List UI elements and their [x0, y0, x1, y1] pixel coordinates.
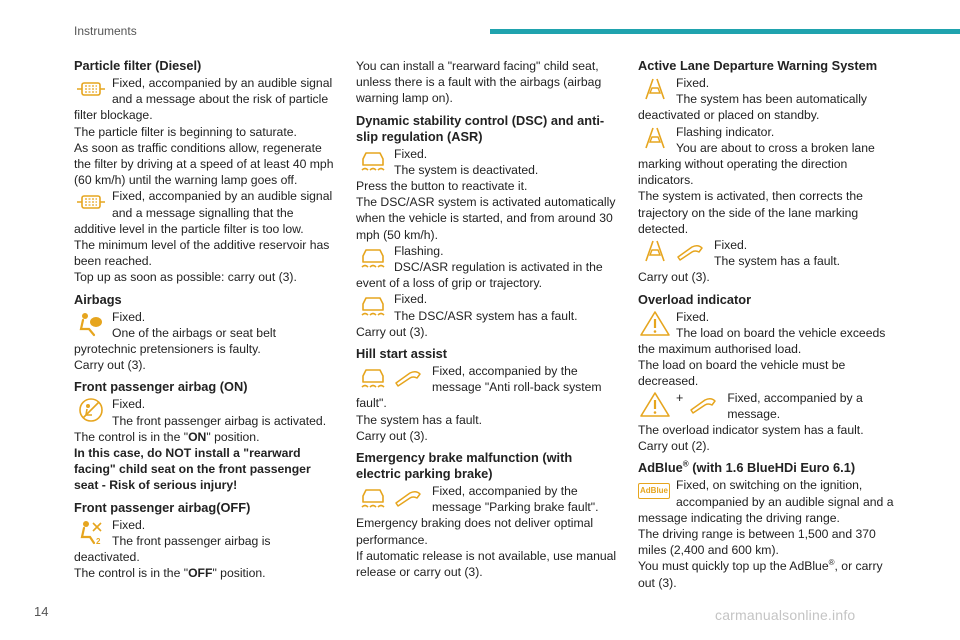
header-accent-bar — [490, 29, 960, 34]
lane-item-3 — [638, 237, 900, 269]
lane-text: Carry out (3). — [638, 270, 710, 285]
airbags-heading: Airbags — [74, 291, 122, 307]
lane-item-2 — [638, 124, 900, 189]
hill-start-item — [356, 363, 618, 412]
hill-start-text: Carry out (3). — [356, 428, 428, 443]
front-passenger-airbag-on-heading: Front passenger airbag (ON) — [74, 379, 248, 395]
emergency-brake-text: Emergency braking does not deliver optimal performance. — [356, 516, 594, 547]
dsc-asr-heading: Dynamic stability control (DSC) and anti-slip regulation (ASR) — [356, 112, 605, 144]
passenger-airbag-on-icon — [74, 396, 108, 426]
dsc-skid-icon — [356, 291, 390, 321]
adblue-text: The driving range is between 1,500 and 370 miles (2,400 and 600 km). — [638, 527, 876, 558]
dsc-off-icon — [356, 146, 390, 176]
lane-text: You are about to cross a broken lane marking without operating the direction indicators. — [638, 140, 875, 188]
front-airbag-on-control-text: The control is in the "ON" position. — [74, 429, 260, 444]
hill-start-text: The system has a fault. — [356, 412, 482, 427]
particle-filter-heading: Particle filter (Diesel) — [74, 58, 202, 73]
lane-departure-icon — [638, 124, 672, 154]
lane-text: The system has been automatically deactivated or placed on standby. — [638, 92, 868, 123]
lane-text: The system is activated, then corrects the trajectory on the side of the lane marking detected. — [638, 189, 863, 236]
adblue-text: You must quickly top up the AdBlue®, or carry out (3). — [638, 558, 883, 590]
child-seat-intro: You can install a "rearward facing" child seat, unless there is a fault with the airbags (airbag warning lamp on). — [356, 59, 602, 106]
lane-text: Fixed. — [714, 238, 748, 253]
lane-text: Flashing indicator. — [676, 124, 775, 139]
dsc-text: Press the button to reactivate it. — [356, 179, 528, 194]
airbags-text: Fixed. — [112, 309, 146, 324]
overload-text: The load on board the vehicle exceeds the maximum authorised load. — [638, 325, 886, 357]
service-wrench-icon — [392, 483, 426, 511]
front-airbag-off-item — [74, 517, 336, 566]
emergency-brake-heading: Emergency brake malfunction (with electric parking brake) — [356, 450, 573, 482]
skid-car-icon — [356, 363, 390, 391]
lane-departure-heading: Active Lane Departure Warning System — [638, 58, 878, 73]
watermark: carmanualsonline.info — [715, 607, 856, 623]
particle-filter-text: The particle filter is beginning to saturate. — [74, 124, 297, 139]
column-3 — [638, 58, 900, 591]
particle-filter-text: Fixed, accompanied by an audible signal and a message signalling that the additive level in the particle filter is too low. — [74, 189, 333, 236]
emergency-brake-icons — [356, 483, 426, 513]
airbags-item — [74, 309, 336, 358]
dsc-text: DSC/ASR regulation is activated in the event of a loss of grip or trajectory. — [356, 260, 603, 291]
service-wrench-icon — [674, 237, 708, 265]
airbags-text: One of the airbags or seat belt pyrotechnic pretensioners is faulty. — [74, 325, 276, 357]
particle-filter-item-2 — [74, 188, 336, 237]
particle-filter-icon — [74, 188, 108, 218]
page-number: 14 — [34, 604, 49, 619]
overload-text: The overload indicator system has a fault. — [638, 423, 864, 438]
adblue-text: Fixed, on switching on the ignition, accompanied by an audible signal and a message indicating the driving range. — [638, 478, 894, 525]
lane-departure-icon — [638, 237, 672, 265]
service-wrench-icon — [392, 363, 426, 391]
dsc-text: Flashing. — [394, 243, 444, 258]
lane-fault-icons — [638, 237, 708, 267]
airbag-icon — [74, 309, 108, 339]
dsc-text: The DSC/ASR system is activated automatically when the vehicle is started, and from around 30 mph (50 km/h). — [356, 195, 616, 242]
lane-item-1 — [638, 75, 900, 124]
dsc-text: Fixed. — [394, 292, 428, 307]
dsc-text: Fixed. — [394, 146, 428, 161]
lane-text: The system has a fault. — [714, 254, 840, 269]
lane-departure-icon — [638, 75, 672, 105]
overload-item-2 — [638, 390, 900, 422]
particle-filter-icon — [74, 75, 108, 105]
front-airbag-on-text: Fixed. — [112, 397, 146, 412]
front-passenger-airbag-off-heading: Front passenger airbag(OFF) — [74, 499, 251, 515]
dsc-text: The system is deactivated. — [394, 162, 539, 177]
overload-warning-icon — [638, 390, 672, 418]
dsc-text: The DSC/ASR system has a fault. — [394, 308, 578, 323]
emergency-brake-item — [356, 483, 618, 515]
overload-text: The load on board the vehicle must be decreased. — [638, 358, 846, 389]
service-wrench-icon — [687, 390, 721, 418]
particle-filter-item-1 — [74, 75, 336, 124]
dsc-item-3 — [356, 291, 618, 323]
skid-car-icon — [356, 483, 390, 511]
dsc-text: Carry out (3). — [356, 324, 428, 339]
particle-filter-text: Fixed, accompanied by an audible signal and a message about the risk of particle filter blockage. — [74, 76, 333, 123]
child-seat-warning: In this case, do NOT install a "rearward facing" child seat on the front passenger seat - Risk of serious injury! — [74, 446, 311, 493]
plus-sign: + — [676, 390, 684, 405]
hill-start-text: Fixed, accompanied by the message "Anti roll-back system fault". — [356, 364, 602, 411]
adblue-heading: AdBlue® (with 1.6 BlueHDi Euro 6.1) — [638, 460, 856, 476]
front-airbag-off-control-text: The control is in the "OFF" position. — [74, 566, 266, 581]
particle-filter-text: Top up as soon as possible: carry out (3). — [74, 270, 297, 285]
dsc-item-1 — [356, 146, 618, 178]
passenger-airbag-off-icon — [74, 517, 108, 547]
front-airbag-off-text: The front passenger airbag is deactivated. — [74, 533, 271, 565]
overload-text: Fixed, accompanied by a message. — [727, 390, 863, 421]
particle-filter-text: As soon as traffic conditions allow, regenerate the filter by driving at a speed of at least 40 mph (60 km/h) until the warning lamp goes off. — [74, 140, 334, 188]
overload-item-1 — [638, 309, 900, 358]
front-airbag-on-item — [74, 396, 336, 428]
dsc-item-2 — [356, 243, 618, 292]
lane-text: Fixed. — [676, 76, 710, 90]
hill-start-assist-heading: Hill start assist — [356, 346, 448, 362]
particle-filter-text: The minimum level of the additive reservoir has been reached. — [74, 238, 330, 269]
overload-text: Carry out (2). — [638, 439, 710, 454]
section-header: Instruments — [74, 24, 137, 38]
hill-start-icons — [356, 363, 426, 393]
overload-heading: Overload indicator — [638, 291, 752, 307]
emergency-brake-text: If automatic release is not available, use manual release or carry out (3). — [356, 548, 617, 580]
column-2 — [356, 58, 618, 580]
dsc-skid-icon — [356, 243, 390, 273]
airbags-text: Carry out (3). — [74, 358, 146, 373]
overload-fault-icons — [638, 390, 721, 420]
column-1 — [74, 58, 336, 581]
adblue-item — [638, 477, 900, 526]
front-airbag-off-text: Fixed. — [112, 517, 146, 532]
emergency-brake-text: Fixed, accompanied by the message "Parking brake fault". — [432, 484, 599, 515]
overload-text: Fixed. — [676, 309, 710, 324]
adblue-icon: AdBlue — [638, 477, 672, 507]
front-airbag-on-text: The front passenger airbag is activated. — [112, 413, 327, 428]
overload-warning-icon — [638, 309, 672, 339]
